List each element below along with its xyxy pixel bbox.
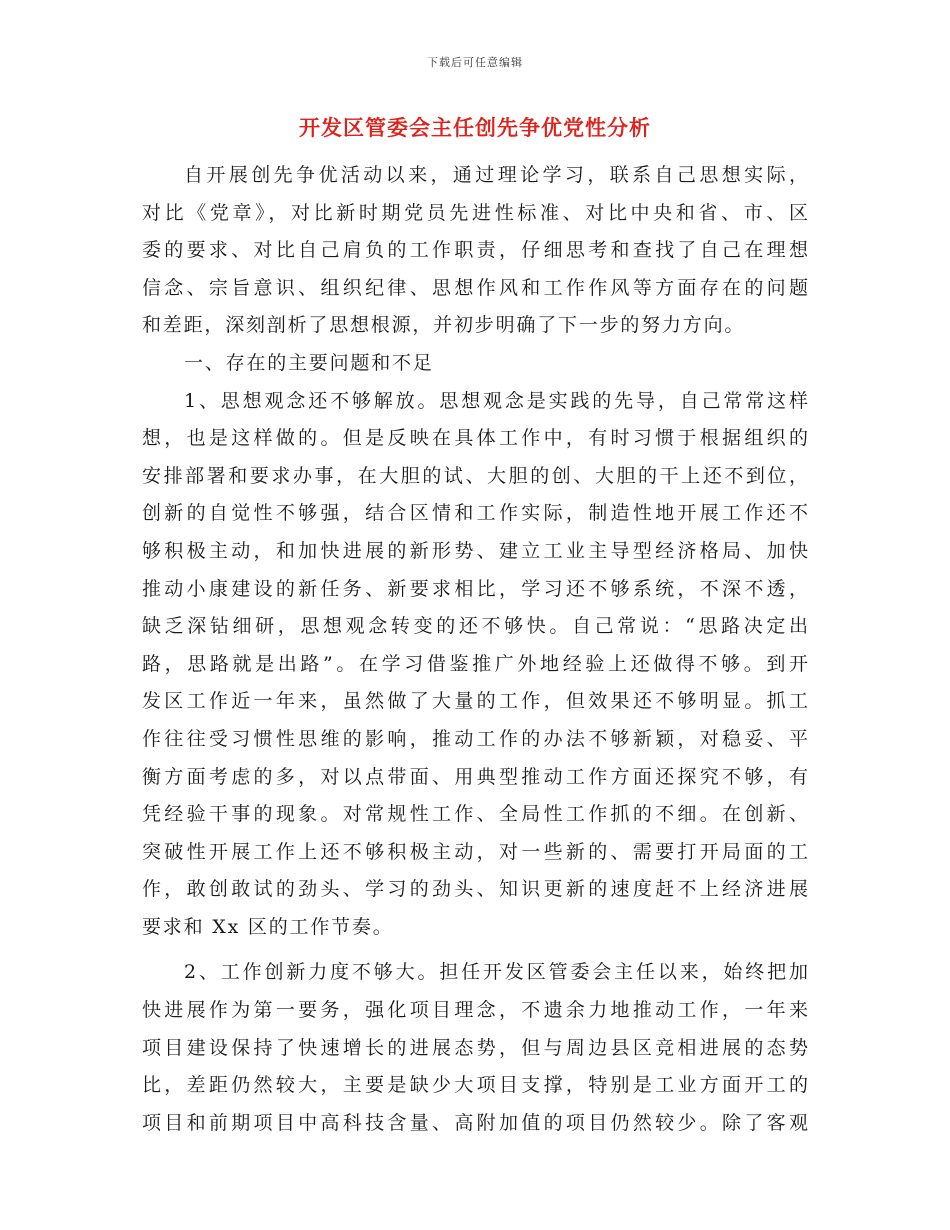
paragraph-line: 安排部署和要求办事，在大胆的试、大胆的创、大胆的干上还不到位，	[142, 464, 808, 487]
paragraph-line: 对比《党章》，对比新时期党员先进性标准、对比中央和省、市、区	[142, 201, 808, 224]
issue-2-paragraph	[142, 954, 808, 1142]
paragraph-spacer	[142, 946, 808, 954]
paragraph-line: 自开展创先争优活动以来，通过理论学习，联系自己思想实际，	[184, 164, 808, 186]
paragraph-line: 想，也是这样做的。但是反映在具体工作中，有时习惯于根据组织的	[142, 427, 808, 450]
paragraph-line: 比，差距仍然较大，主要是缺少大项目支撑，特别是工业方面开工的	[142, 1074, 808, 1097]
paragraph-line: 创新的自觉性不够强，结合区情和工作实际，制造性地开展工作还不	[142, 502, 808, 525]
paragraph-line: 项目和前期项目中高科技含量、高附加值的项目仍然较少。除了客观	[142, 1111, 808, 1134]
paragraph-line: 够积极主动，和加快进展的新形势、建立工业主导型经济格局、加快	[142, 539, 808, 562]
document-body	[142, 157, 808, 1142]
paragraph-line: 突破性开展工作上还不够积极主动，对一些新的、需要打开局面的工	[142, 840, 808, 863]
paragraph-line: 衡方面考虑的多，对以点带面、用典型推动工作方面还探究不够，有	[142, 765, 808, 788]
paragraph-line: 推动小康建设的新任务、新要求相比，学习还不够系统，不深不透，	[142, 577, 808, 600]
paragraph-line: 项目建设保持了快速增长的进展态势，但与周边县区竞相进展的态势	[142, 1036, 808, 1059]
paragraph-line: 凭经验干事的现象。对常规性工作、全局性工作抓的不细。在创新、	[142, 803, 808, 826]
paragraph-line: 1、思想观念还不够解放。思想观念是实践的先导，自己常常这样	[184, 389, 808, 412]
paragraph-line: 作，敢创敢试的劲头、学习的劲头、知识更新的速度赶不上经济进展	[142, 878, 808, 901]
paragraph-line: 发区工作近一年来，虽然做了大量的工作，但效果还不够明显。抓工	[142, 690, 808, 713]
document-title: 开发区管委会主任创先争优党性分析	[299, 115, 651, 140]
paragraph-line: 缺乏深钻细研，思想观念转变的还不够快。自己常说：“思路决定出	[142, 615, 808, 638]
page-header: 下载后可任意编辑	[427, 56, 523, 69]
section-heading-text: 一、存在的主要问题和不足	[184, 351, 434, 374]
section-heading	[142, 345, 808, 383]
paragraph-line: 路，思路就是出路”。在学习借鉴推广外地经验上还做得不够。到开	[142, 652, 808, 675]
paragraph-line: 要求和 Xx 区的工作节奏。	[142, 915, 394, 938]
paragraph-line: 信念、宗旨意识、组织纪律、思想作风和工作作风等方面存在的问题	[142, 276, 808, 299]
paragraph-line: 作往往受习惯性思维的影响，推动工作的办法不够新颖，对稳妥、平	[142, 727, 808, 750]
issue-1-paragraph	[142, 383, 808, 947]
paragraph-line: 快进展作为第一要务，强化项目理念，不遗余力地推动工作，一年来	[142, 999, 808, 1022]
paragraph-line: 2、工作创新力度不够大。担任开发区管委会主任以来，始终把加	[184, 961, 808, 984]
intro-paragraph	[142, 157, 808, 345]
paragraph-line: 委的要求、对比自己肩负的工作职责，仔细思考和查找了自己在理想	[142, 239, 808, 262]
paragraph-line: 和差距，深刻剖析了思想根源，并初步明确了下一步的努力方向。	[142, 314, 746, 337]
